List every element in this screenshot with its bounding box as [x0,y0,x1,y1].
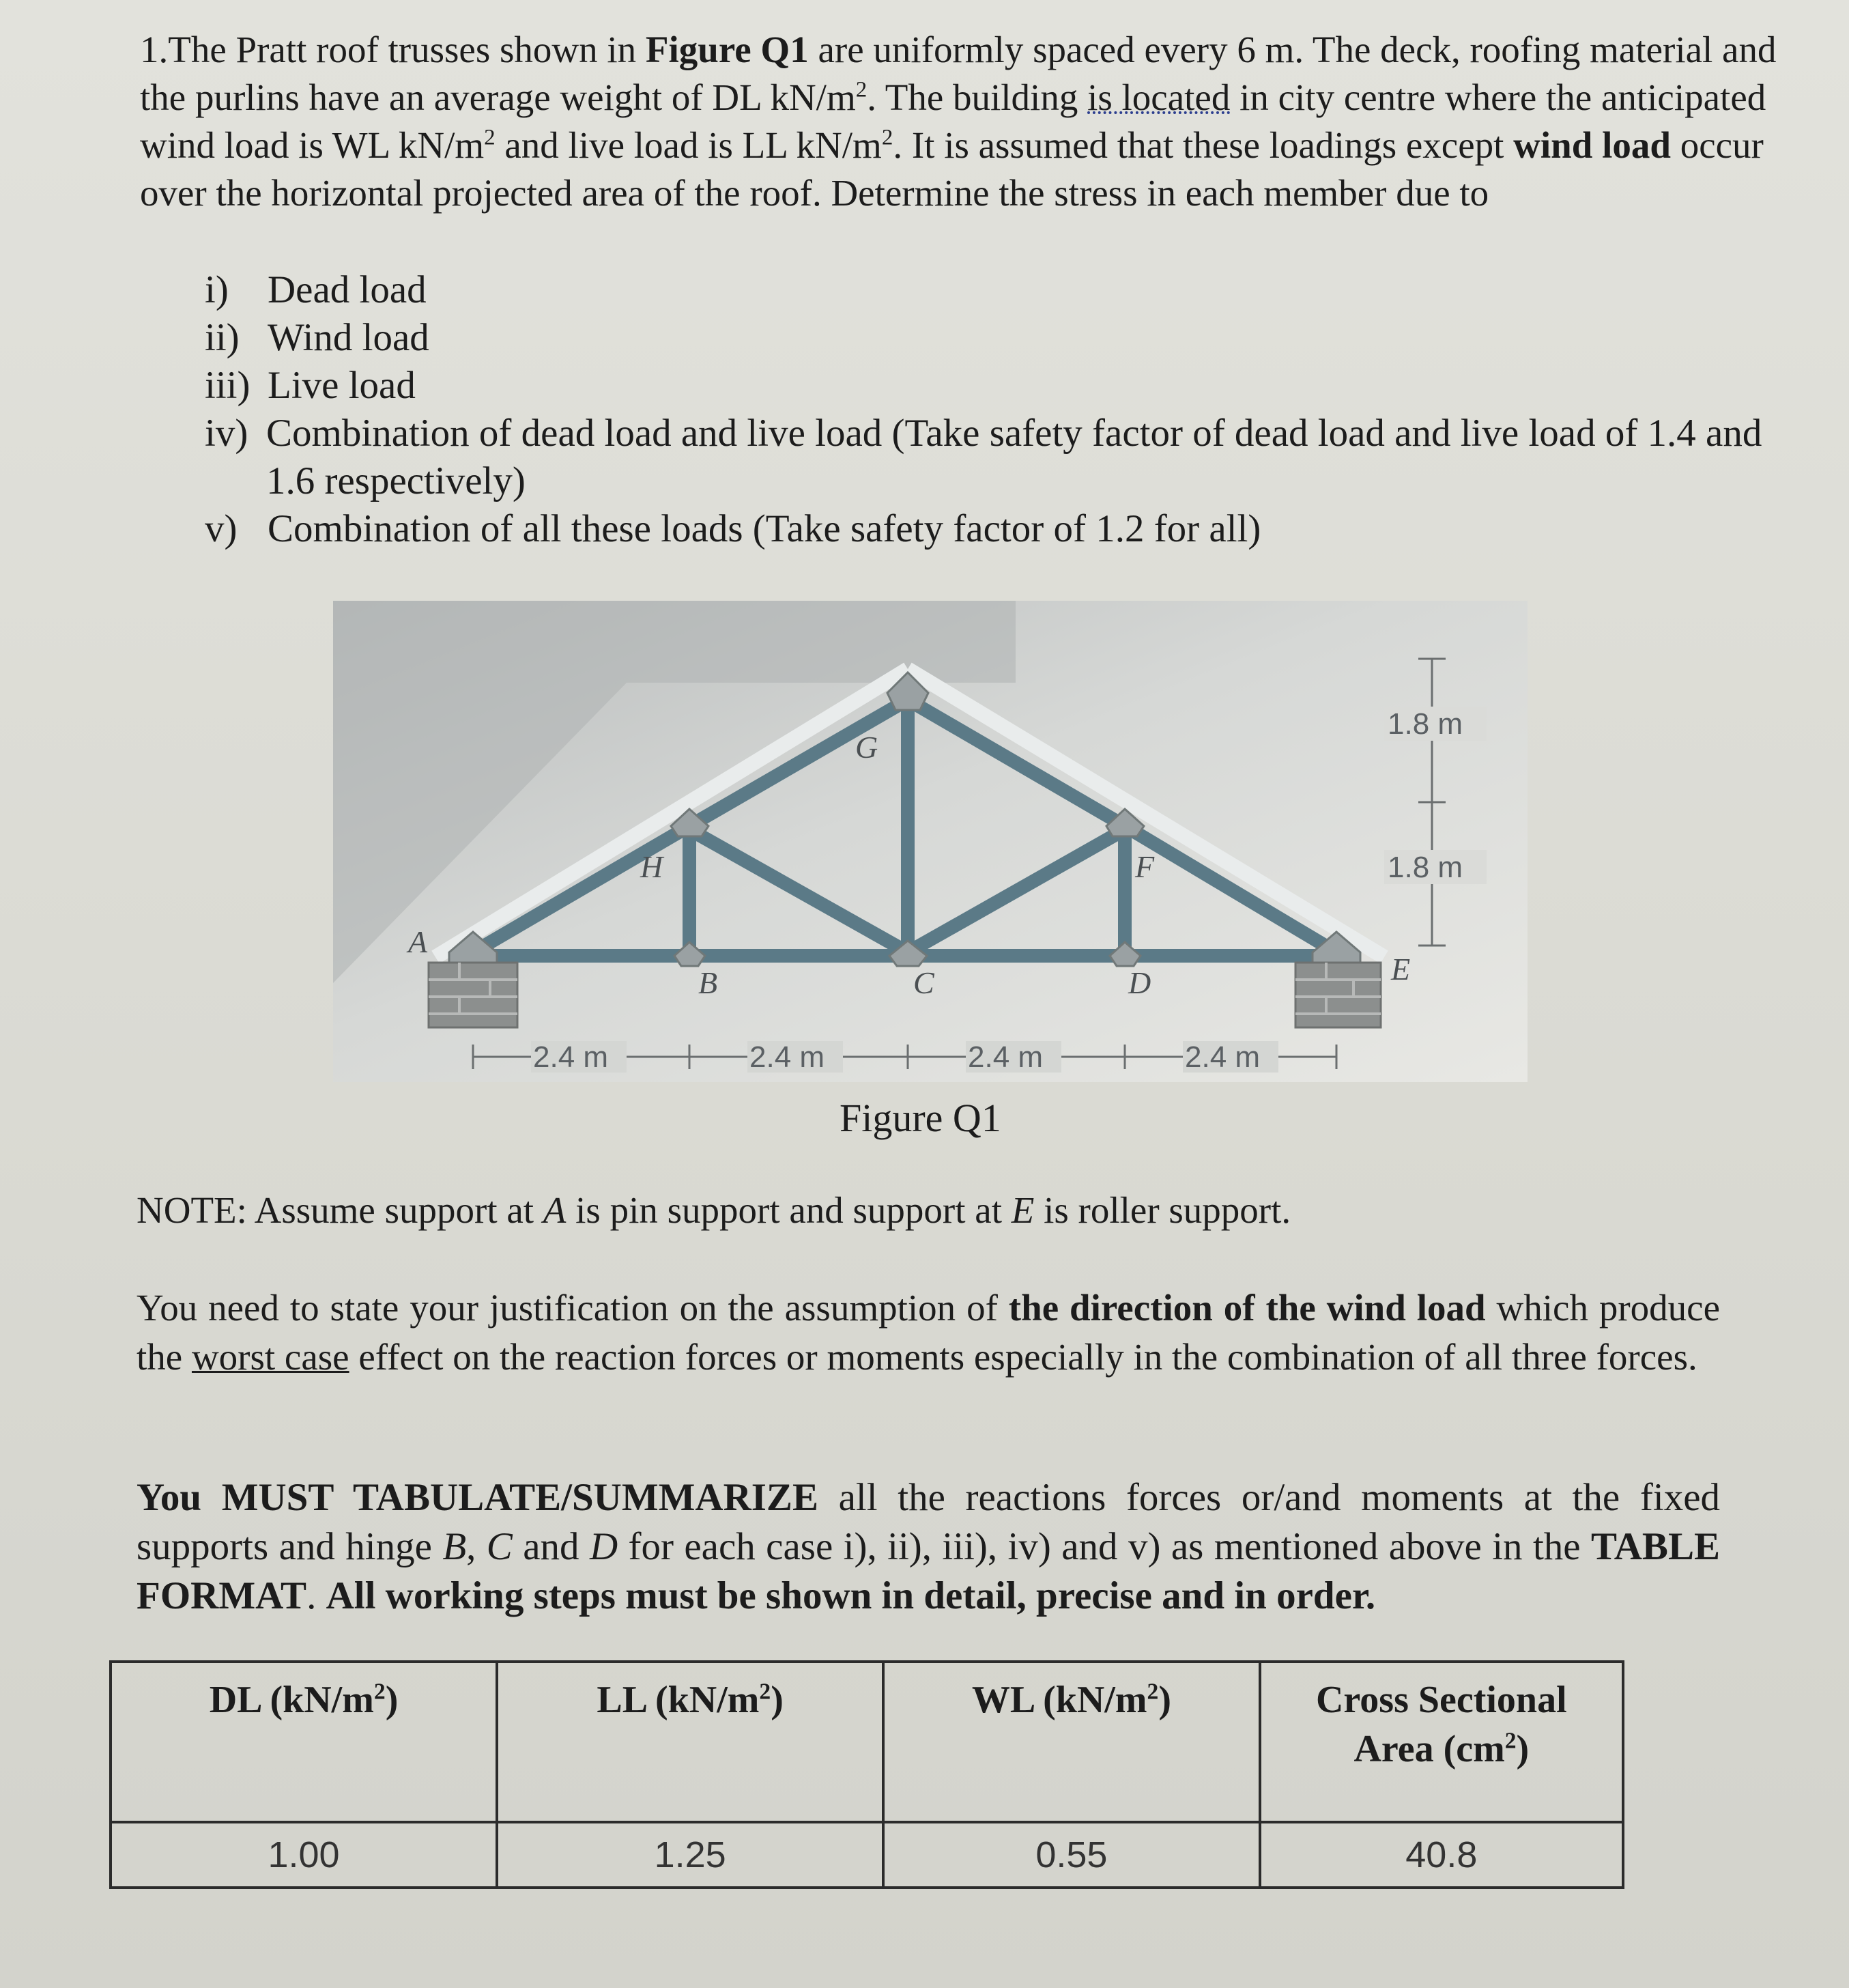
table-header-row [111,1662,1623,1822]
list-text: Wind load [268,316,429,359]
worst-case-underlined: worst case [191,1336,349,1378]
header-label: WL (kN/m [971,1679,1147,1721]
wind-load-bold: wind load [1513,124,1671,166]
question-text [140,26,1778,217]
instruction-bold: All working steps must be shown in detail, precise and in order. [326,1574,1376,1617]
figure-reference: Figure Q1 [645,29,809,70]
header-label: DL (kN/m [209,1679,374,1721]
question-part: in city centre where the anticipated wind load is WL kN/m [140,76,1766,166]
header-area [1260,1662,1623,1822]
header-label: LL (kN/m [597,1679,760,1721]
hinge-c-label: C [486,1525,513,1568]
list-number: i) [205,268,229,311]
support-a-label: A [543,1189,567,1231]
instruction-part: . [306,1574,326,1617]
value-wl: 0.55 [883,1822,1259,1888]
instruction-bold: You MUST TABULATE/SUMMARIZE [137,1476,818,1519]
support-e-label: E [1011,1189,1035,1231]
span-dim-4: 2.4 m [1185,1040,1261,1074]
node-label-F: F [1135,849,1155,884]
node-label-H: H [640,849,663,884]
instruction-part: and [512,1525,590,1568]
hinge-b-label: B [442,1525,467,1568]
instruction-text [137,1473,1720,1621]
list-number: iii) [205,364,250,407]
list-number: ii) [205,316,240,359]
superscript: 2 [1504,1728,1517,1754]
header-ll [497,1662,883,1822]
height-dim-lower: 1.8 m [1388,851,1463,884]
question-part: The Pratt roof trusses shown in [168,29,646,70]
list-number: v) [205,507,238,550]
height-dim-upper: 1.8 m [1388,707,1463,741]
support-A [429,963,517,1027]
justification-part: You need to state your justification on the assumption of [137,1287,1009,1329]
hinge-d-label: D [589,1525,618,1568]
node-label-A: A [408,924,428,959]
node-label-B: B [698,965,718,1000]
question-part: and live load is LL kN/m [495,124,882,166]
span-dim-2: 2.4 m [749,1040,825,1074]
superscript: 2 [881,125,893,150]
support-E [1295,963,1381,1027]
superscript: 2 [1147,1679,1159,1705]
value-dl: 1.00 [111,1822,497,1888]
list-item [205,266,1775,314]
header-close: ) [1516,1728,1530,1770]
question-number: 1. [140,29,169,70]
header-close: ) [385,1679,399,1721]
superscript: 2 [373,1679,386,1705]
list-item [205,362,1775,410]
node-label-C: C [913,965,934,1000]
header-dl [111,1662,497,1822]
list-item [205,410,1775,505]
question-part: . It is assumed that these loadings except [893,124,1514,166]
question-part: are uniformly spaced every 6 m. The deck, roofing material and the purlins have an average weight of DL kN/m [140,29,1777,118]
justification-part: which produce the [137,1287,1720,1378]
note-part: NOTE: Assume support at [137,1189,543,1231]
node-label-E: E [1391,952,1411,986]
list-item [205,314,1775,362]
load-values-table [109,1660,1624,1889]
node-label-D: D [1128,965,1151,1000]
truss-figure [333,601,1528,1082]
list-text: Live load [268,364,416,407]
list-text: Combination of all these loads (Take safety factor of 1.2 for all) [268,507,1261,550]
note-part: is roller support. [1034,1189,1291,1231]
question-part: . The building [867,76,1088,118]
instruction-part: all the reactions forces or/and moments at the fixed supports and hinge [137,1476,1720,1568]
justification-part: effect on the reaction forces or moments especially in the combination of all three forces. [349,1336,1697,1378]
table-row [111,1822,1623,1888]
instruction-part: , [466,1525,487,1568]
question-part: occur over the horizontal projected area of the roof. Determine the stress in each member due to [140,124,1764,214]
list-item [205,505,1775,553]
span-dim-1: 2.4 m [533,1040,609,1074]
span-dim-3: 2.4 m [968,1040,1044,1074]
list-text: Dead load [268,268,427,311]
value-area: 40.8 [1260,1822,1623,1888]
case-list [205,266,1775,553]
header-close: ) [771,1679,784,1721]
header-wl [883,1662,1259,1822]
node-label-G: G [855,730,878,765]
table-format-bold: TABLE FORMAT [137,1525,1720,1617]
spellcheck-underlined-text: is located [1087,76,1231,118]
superscript: 2 [484,125,496,150]
figure-caption: Figure Q1 [840,1096,1001,1140]
note-part: is pin support and support at [566,1189,1012,1231]
wind-direction-bold: the direction of the wind load [1008,1287,1486,1329]
justification-text [137,1283,1720,1382]
header-label: Cross Sectional Area (cm [1315,1679,1567,1770]
list-text: Combination of dead load and live load (Take safety factor of dead load and live load of 1.4 and 1.6 respectively) [266,412,1762,502]
list-number: iv) [205,412,248,455]
header-close: ) [1158,1679,1171,1721]
superscript: 2 [759,1679,771,1705]
value-ll: 1.25 [497,1822,883,1888]
note-text [137,1187,1291,1234]
instruction-part: for each case i), ii), iii), iv) and v) as mentioned above in the [618,1525,1591,1568]
superscript: 2 [855,77,868,102]
